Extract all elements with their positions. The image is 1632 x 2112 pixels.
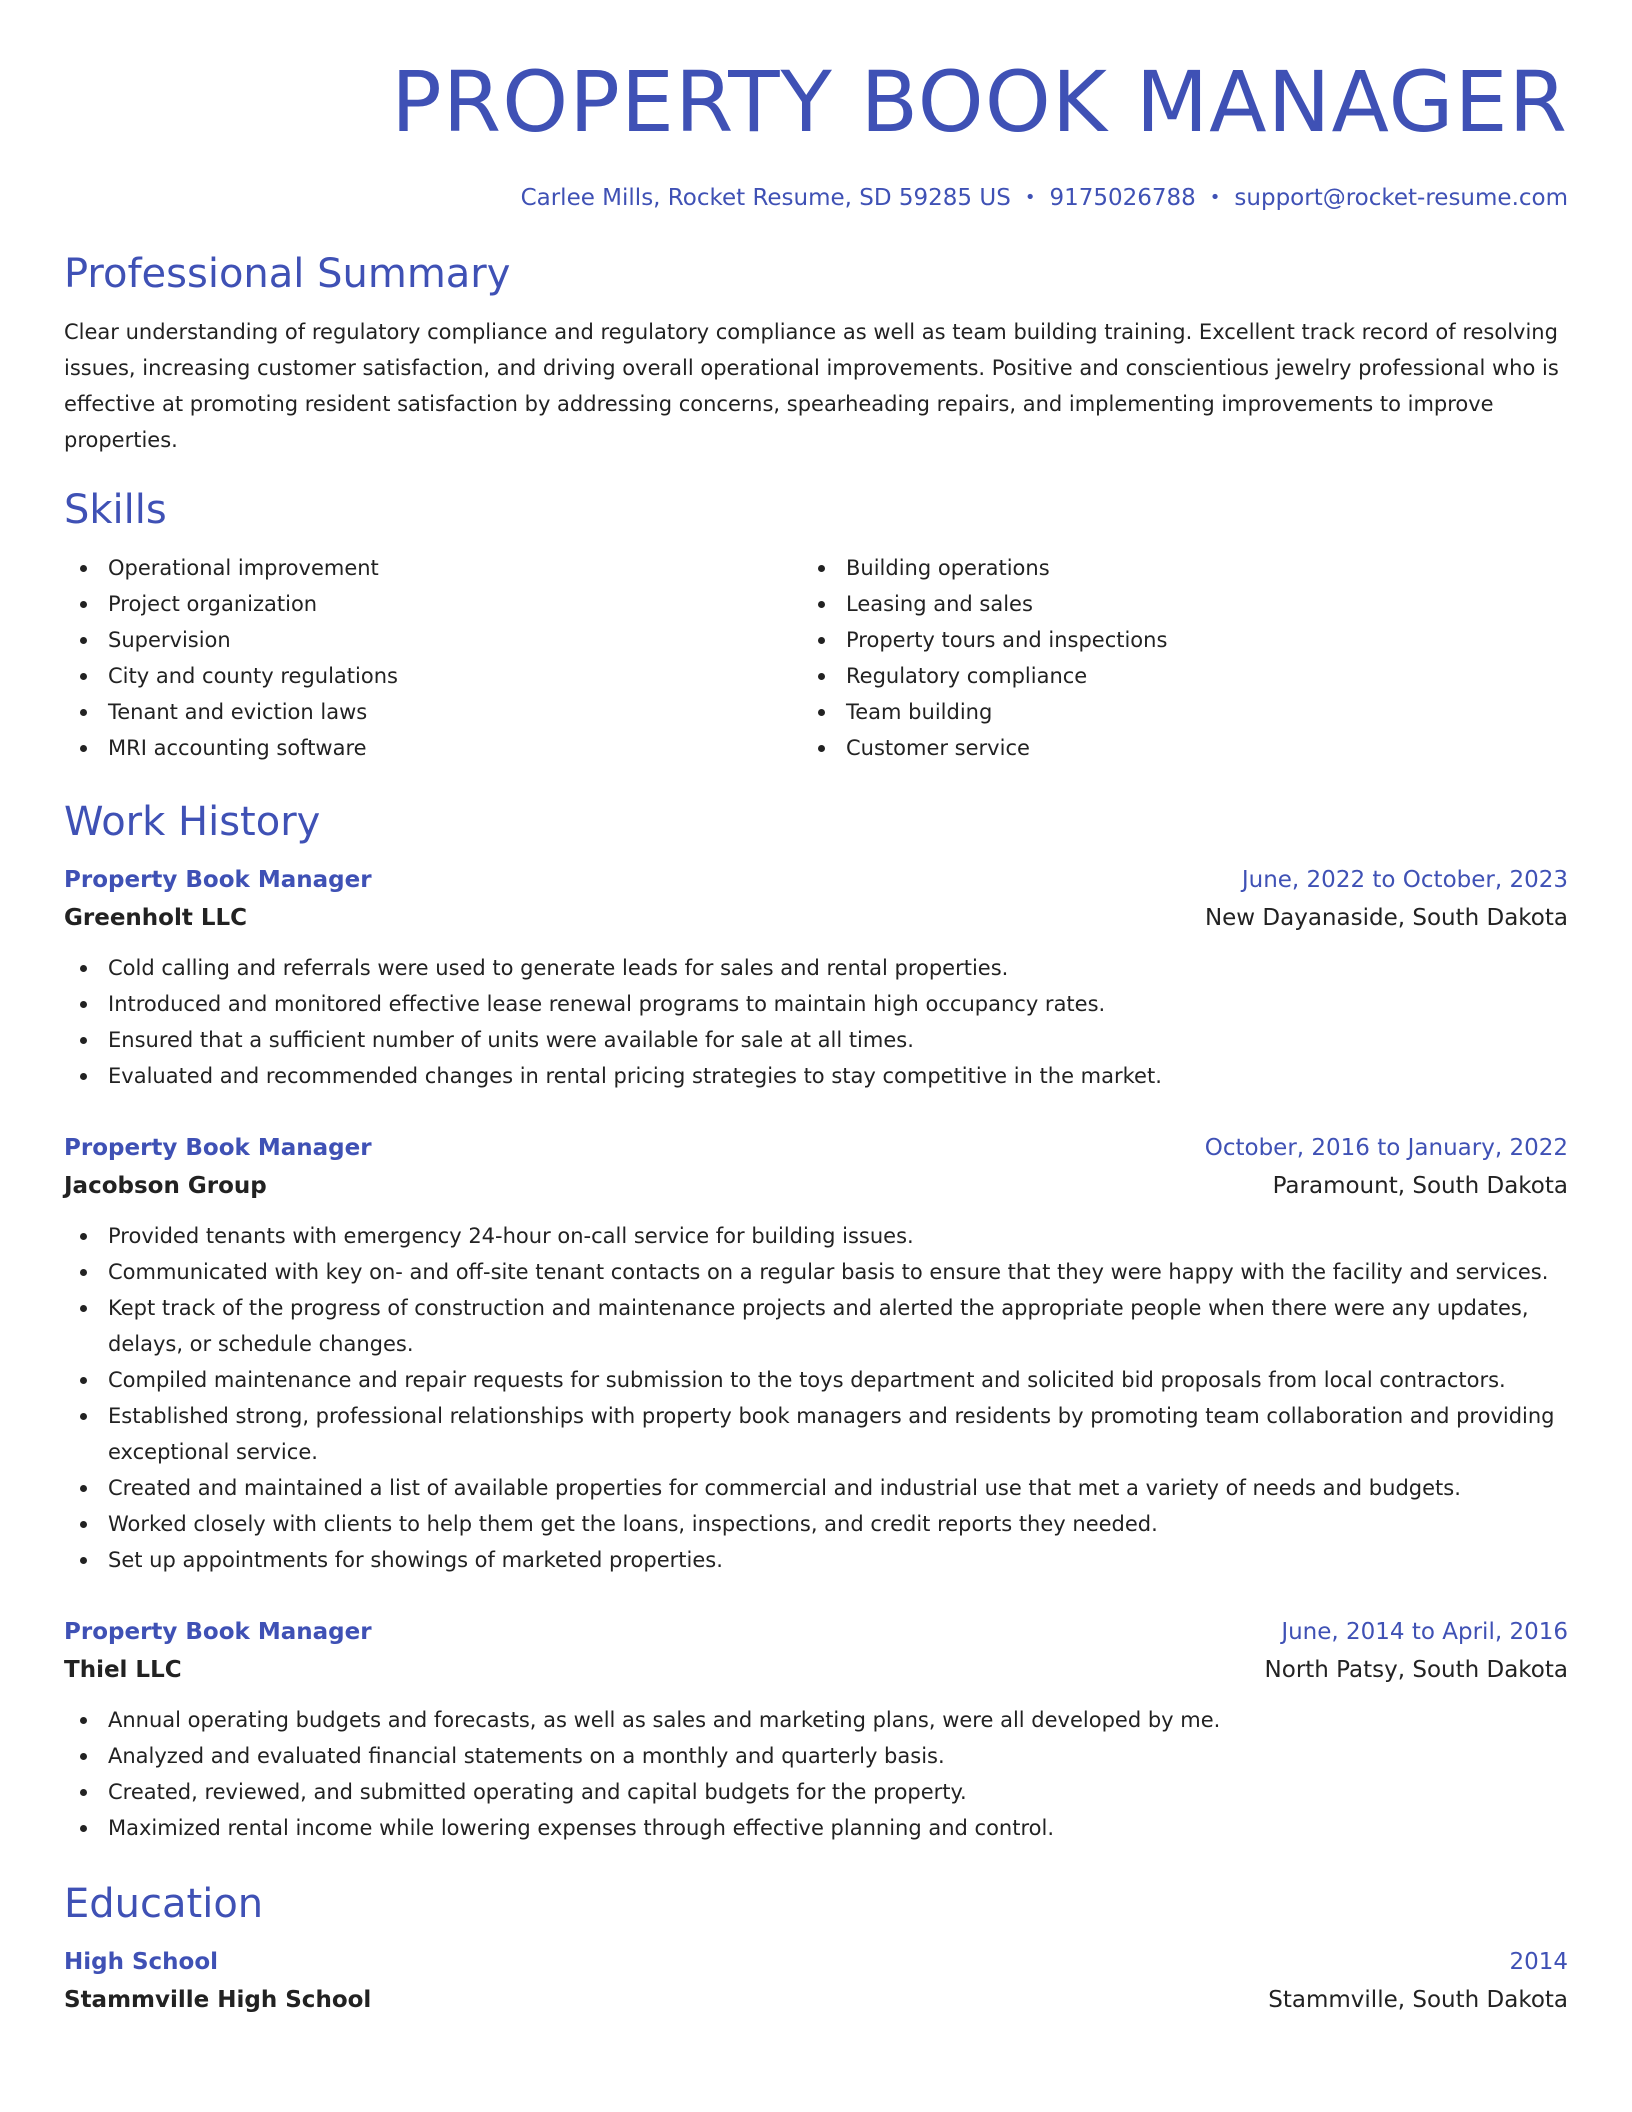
skill-item: Leasing and sales xyxy=(802,586,1540,622)
job-entry xyxy=(64,1130,1568,1578)
summary-text: Clear understanding of regulatory compliance and regulatory compliance as well as team building training. Excellent track record of resolving issues, increasing customer satisfaction, and driving overall operational improvements. Positive and conscientious jewelry professional who is effective at promoting resident satisfaction by addressing concerns, spearheading repairs, and implementing improvements to improve properties. xyxy=(64,320,1559,452)
job-header-row xyxy=(64,1130,1568,1166)
job-bullets xyxy=(64,1218,1568,1578)
job-location: North Patsy, South Dakota xyxy=(1264,1657,1568,1683)
job-bullet: Created, reviewed, and submitted operating and capital budgets for the property. xyxy=(64,1774,1568,1810)
job-title: Property Book Manager xyxy=(64,1619,372,1645)
section-title-work-history: Work History xyxy=(64,799,321,845)
job-header-row xyxy=(64,1614,1568,1650)
job-location: New Dayanaside, South Dakota xyxy=(1204,905,1568,931)
skills-grid xyxy=(64,550,1568,766)
job-header-row xyxy=(64,862,1568,898)
job-bullets xyxy=(64,950,1568,1094)
job-company: Thiel LLC xyxy=(64,1657,182,1683)
job-company-row xyxy=(64,898,1568,938)
job-company-row xyxy=(64,1650,1568,1690)
work-history-section xyxy=(64,796,1568,1846)
skill-item: Building operations xyxy=(802,550,1540,586)
job-title: Property Book Manager xyxy=(64,1135,372,1161)
job-bullet: Cold calling and referrals were used to generate leads for sales and rental properties. xyxy=(64,950,1568,986)
job-bullet: Evaluated and recommended changes in rental pricing strategies to stay competitive in the market. xyxy=(64,1058,1568,1094)
job-bullet: Compiled maintenance and repair requests for submission to the toys department and solicited bid proposals from local contractors. xyxy=(64,1362,1568,1398)
job-location: Paramount, South Dakota xyxy=(1272,1173,1568,1199)
job-bullets xyxy=(64,1702,1568,1846)
job-company: Jacobson Group xyxy=(64,1173,267,1199)
contact-separator: • xyxy=(1209,187,1221,208)
resume-header xyxy=(64,52,1568,216)
skill-item: Regulatory compliance xyxy=(802,658,1540,694)
skills-column-left xyxy=(64,550,802,766)
job-bullet: Set up appointments for showings of marketed properties. xyxy=(64,1542,1568,1578)
section-title-skills: Skills xyxy=(64,487,167,533)
job-bullet: Established strong, professional relationships with property book managers and residents by promoting team collaboration and providing exceptional service. xyxy=(64,1398,1568,1470)
job-bullet: Created and maintained a list of available properties for commercial and industrial use that met a variety of needs and budgets. xyxy=(64,1470,1568,1506)
job-title: Property Book Manager xyxy=(64,867,372,893)
education-section xyxy=(64,1878,1568,2020)
job-bullet: Maximized rental income while lowering expenses through effective planning and control. xyxy=(64,1810,1568,1846)
section-title-education: Education xyxy=(64,1881,264,1927)
skill-item: Tenant and eviction laws xyxy=(64,694,802,730)
job-company-row xyxy=(64,1166,1568,1206)
education-school-row xyxy=(64,1980,1568,2020)
job-entry xyxy=(64,1614,1568,1846)
summary-section xyxy=(64,248,1568,458)
job-entry xyxy=(64,862,1568,1094)
skills-column-right xyxy=(802,550,1540,766)
contact-email: support@rocket-resume.com xyxy=(1234,185,1568,211)
education-degree: High School xyxy=(64,1949,219,1975)
skill-item: Team building xyxy=(802,694,1540,730)
job-dates: October, 2016 to January, 2022 xyxy=(1204,1135,1568,1161)
education-school: Stammville High School xyxy=(64,1987,372,2013)
skill-item: Supervision xyxy=(64,622,802,658)
education-location: Stammville, South Dakota xyxy=(1268,1987,1568,2013)
job-bullet: Provided tenants with emergency 24-hour on-call service for building issues. xyxy=(64,1218,1568,1254)
skill-item: City and county regulations xyxy=(64,658,802,694)
education-entry xyxy=(64,1944,1568,2020)
section-title-summary: Professional Summary xyxy=(64,251,511,297)
job-bullet: Analyzed and evaluated financial statements on a monthly and quarterly basis. xyxy=(64,1738,1568,1774)
contact-line xyxy=(64,182,1568,216)
skills-section xyxy=(64,484,1568,766)
job-dates: June, 2014 to April, 2016 xyxy=(1281,1619,1568,1645)
skill-item: Operational improvement xyxy=(64,550,802,586)
skill-item: MRI accounting software xyxy=(64,730,802,766)
resume-name: PROPERTY BOOK MANAGER xyxy=(391,53,1568,151)
contact-phone: 9175026788 xyxy=(1049,185,1196,211)
job-dates: June, 2022 to October, 2023 xyxy=(1241,867,1568,893)
education-header-row xyxy=(64,1944,1568,1980)
skill-item: Property tours and inspections xyxy=(802,622,1540,658)
job-bullet: Introduced and monitored effective lease renewal programs to maintain high occupancy rates. xyxy=(64,986,1568,1022)
job-bullet: Kept track of the progress of construction and maintenance projects and alerted the appropriate people when there were any updates, delays, or schedule changes. xyxy=(64,1290,1568,1362)
job-bullet: Worked closely with clients to help them get the loans, inspections, and credit reports they needed. xyxy=(64,1506,1568,1542)
contact-address: Carlee Mills, Rocket Resume, SD 59285 US xyxy=(520,185,1011,211)
job-bullet: Annual operating budgets and forecasts, as well as sales and marketing plans, were all developed by me. xyxy=(64,1702,1568,1738)
job-bullet: Ensured that a sufficient number of units were available for sale at all times. xyxy=(64,1022,1568,1058)
job-bullet: Communicated with key on- and off-site tenant contacts on a regular basis to ensure that they were happy with the facility and services. xyxy=(64,1254,1568,1290)
skill-item: Customer service xyxy=(802,730,1540,766)
contact-separator: • xyxy=(1024,187,1036,208)
education-year: 2014 xyxy=(1509,1949,1568,1975)
job-company: Greenholt LLC xyxy=(64,905,248,931)
skill-item: Project organization xyxy=(64,586,802,622)
